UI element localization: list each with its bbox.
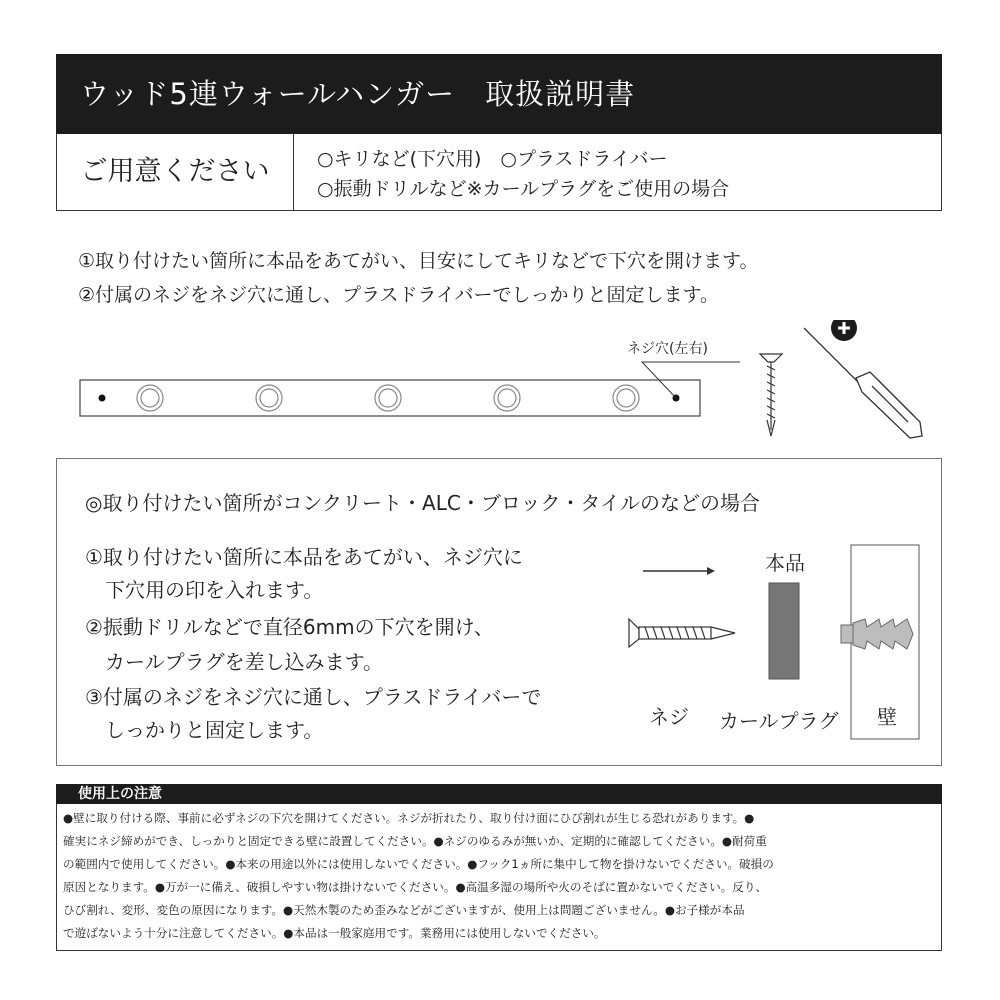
screw-label: ネジ (649, 705, 689, 729)
notice-line-2: 確実にネジ締めができ、しっかりと固定できる壁に設置してください。●ネジのゆるみが無いか、定期的に確認してください。●耐荷重 (63, 834, 767, 848)
concrete-line-4: カールプラグを差し込みます。 (85, 650, 383, 674)
screw-hole-left (99, 395, 106, 402)
concrete-line-6: しっかりと固定します。 (85, 718, 324, 742)
screw-icon (629, 619, 735, 647)
prepare-label: ご用意ください (57, 134, 294, 210)
concrete-line-2: 下穴用の印を入れます。 (85, 578, 324, 602)
page-title: ウッド5連ウォールハンガー 取扱説明書 (80, 77, 636, 111)
concrete-heading: ◎取り付けたい箇所がコンクリート・ALC・ブロック・タイルのなどの場合 (85, 491, 761, 515)
concrete-box (56, 458, 942, 766)
wall-label: 壁 (877, 705, 897, 729)
step-2: ②付属のネジをネジ穴に通し、プラスドライバーでしっかりと固定します。 (78, 284, 719, 306)
prepare-line-1: ○キリなど(下穴用) ○プラスドライバー (317, 148, 668, 170)
title-bar (56, 54, 942, 134)
notice-title: 使用上の注意 (78, 786, 162, 802)
plug-label: カールプラグ (719, 709, 839, 733)
concrete-line-3: ②振動ドリルなどで直径6mmの下穴を開け、 (85, 615, 494, 639)
concrete-line-1: ①取り付けたい箇所に本品をあてがい、ネジ穴に (85, 545, 523, 569)
arrow-right-icon (643, 567, 715, 575)
screwdriver-icon (804, 328, 922, 438)
plus-icon (831, 320, 857, 341)
product-block (769, 583, 799, 679)
prepare-line-2: ○振動ドリルなど※カールプラグをご使用の場合 (317, 178, 730, 200)
notice-box (56, 804, 942, 951)
step-1: ①取り付けたい箇所に本品をあてがい、目安にしてキリなどで下穴を開けます。 (78, 250, 759, 272)
screw-icon (760, 354, 782, 436)
prepare-box (56, 134, 942, 211)
notice-line-6: で遊ばないよう十分に注意してください。●本品は一般家庭用です。業務用には使用しないでください。 (63, 926, 606, 940)
notice-line-5: ひび割れ、変形、変色の原因になります。●天然木製のため歪みなどがございますが、使用上は問題ございません。●お子様が本品 (63, 903, 745, 917)
notice-line-3: の範囲内で使用してください。●本来の用途以外には使用しないでください。●フック1ヵ所に集中して物を掛けないでください。破損の (63, 857, 774, 871)
concrete-line-5: ③付属のネジをネジ穴に通し、プラスドライバーで (85, 685, 542, 709)
notice-line-4: 原因となります。●万が一に備え、破損しやすい物は掛けないでください。●高温多湿の場所や火のそばに置かないでください。反り、 (63, 880, 768, 894)
notice-header (56, 784, 942, 804)
notice-line-1: ●壁に取り付ける際、事前に必ずネジの下穴を開けてください。ネジが折れたり、取り付け面にひび割れが生じる恐れがあります。● (63, 811, 755, 825)
hanger-diagram (60, 320, 940, 450)
product-label: 本品 (765, 551, 805, 575)
screw-hole-label: ネジ穴(左右) (627, 341, 708, 357)
